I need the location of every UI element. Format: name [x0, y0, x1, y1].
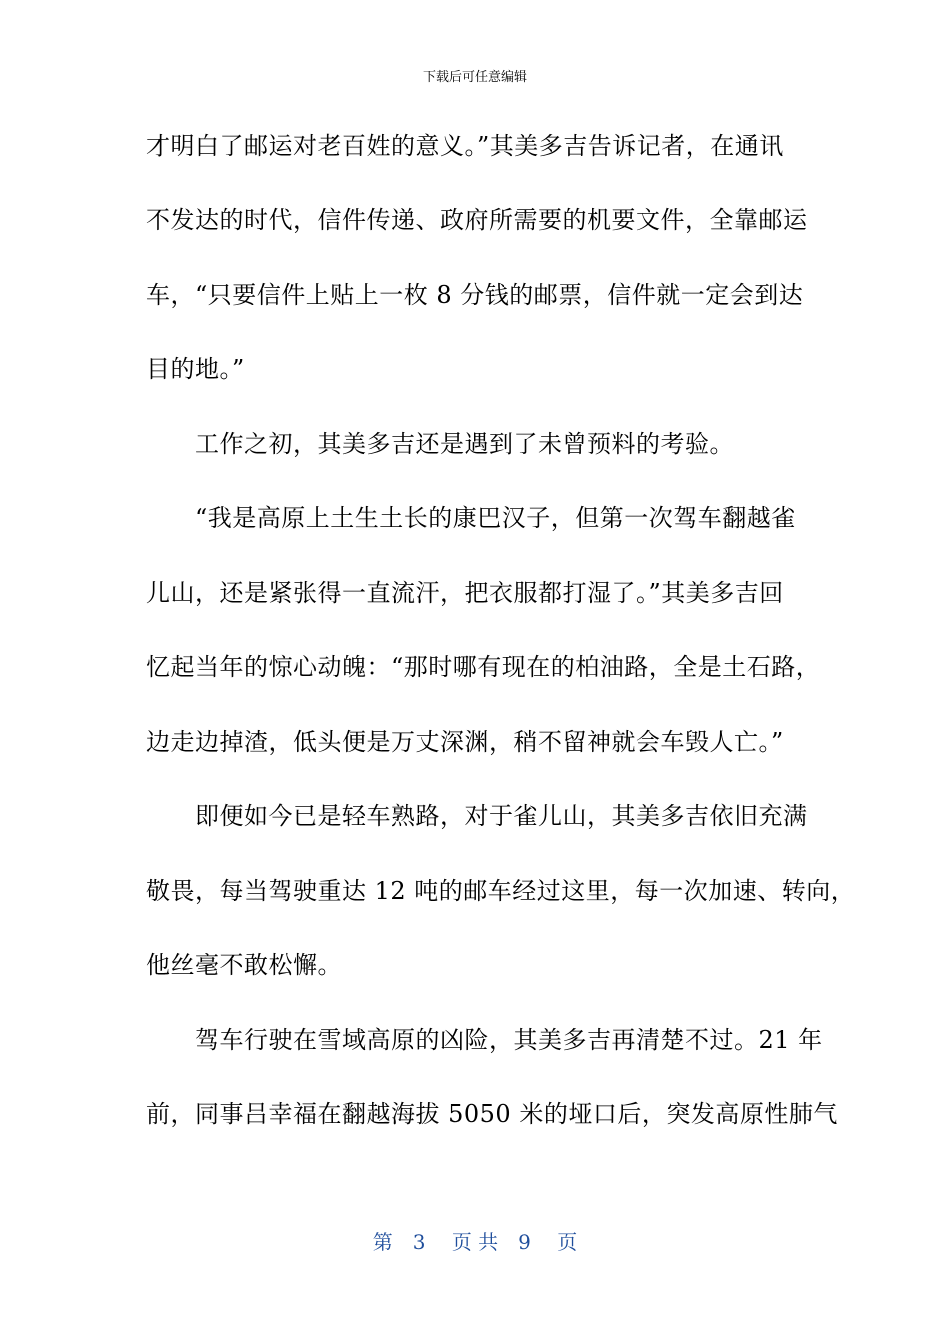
text-line: 才明白了邮运对老百姓的意义。”其美多吉告诉记者，在通讯: [146, 132, 784, 160]
text-line: 忆起当年的惊心动魄：“那时哪有现在的柏油路，全是土石路，: [146, 653, 821, 681]
page-header-note: 下载后可任意编辑: [422, 70, 527, 85]
text-line: 不发达的时代，信件传递、政府所需要的机要文件，全靠邮运: [146, 206, 808, 234]
text-line: 儿山，还是紧张得一直流汗，把衣服都打湿了。”其美多吉回: [146, 579, 784, 607]
text-line: “我是高原上土生土长的康巴汉子，但第一次驾车翻越雀: [146, 504, 796, 532]
page-footer: [0, 1226, 950, 1255]
page-number: 第 3 页 共 9 页: [372, 1230, 578, 1254]
text-line: 工作之初，其美多吉还是遇到了未曾预料的考验。: [146, 430, 734, 458]
text-line: 目的地。”: [146, 355, 245, 383]
text-line: 即便如今已是轻车熟路，对于雀儿山，其美多吉依旧充满: [146, 802, 808, 830]
text-line: 驾车行驶在雪域高原的凶险，其美多吉再清楚不过。21 年: [146, 1026, 823, 1054]
text-line: 前，同事吕幸福在翻越海拔 5050 米的垭口后，突发高原性肺气: [146, 1100, 838, 1128]
text-line: 边走边掉渣，低头便是万丈深渊，稍不留神就会车毁人亡。”: [146, 728, 784, 756]
text-line: 敬畏，每当驾驶重达 12 吨的邮车经过这里，每一次加速、转向，: [146, 877, 856, 905]
text-line: 车，“只要信件上贴上一枚 8 分钱的邮票，信件就一定会到达: [146, 281, 804, 309]
text-line: 他丝毫不敢松懈。: [146, 951, 342, 979]
